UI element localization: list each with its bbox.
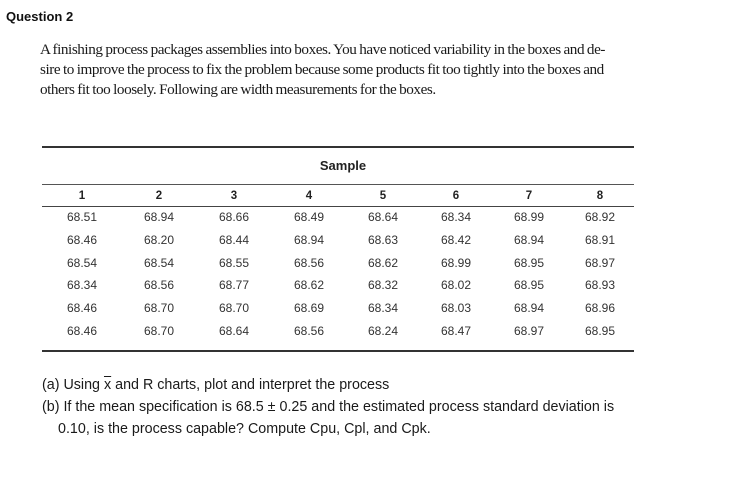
table-cell: 68.94 [513,233,545,248]
table-cell: 68.62 [293,278,325,293]
table-cell: 68.20 [143,233,175,248]
table-bottom-rule [42,350,634,352]
table-cell: 68.62 [367,255,399,270]
table-row [42,319,634,342]
table-cell: 68.77 [218,278,250,293]
problem-statement [40,40,680,100]
table-cell: 68.51 [66,210,98,225]
table-cell: 68.99 [440,255,472,270]
table-cell: 68.97 [584,255,616,270]
table-cell: 68.63 [367,233,399,248]
column-header: 7 [525,190,533,202]
table-cell: 68.47 [440,323,472,338]
table-cell: 68.70 [143,323,175,338]
table-cell: 68.97 [513,323,545,338]
table-cell: 68.94 [513,301,545,316]
sample-header-label: Sample [319,158,367,173]
table-cell: 68.56 [293,255,325,270]
table-row [42,229,634,252]
table-cell: 68.03 [440,301,472,316]
table-row [42,297,634,320]
table-cell: 68.54 [143,255,175,270]
table-cell: 68.96 [584,301,616,316]
table-cell: 68.54 [66,255,98,270]
table-cell: 68.32 [367,278,399,293]
column-header: 8 [596,190,604,202]
column-header: 2 [155,190,163,202]
table-cell: 68.34 [367,301,399,316]
table-cell: 68.56 [293,323,325,338]
table-cell: 68.92 [584,210,616,225]
column-header: 6 [452,190,460,202]
table-cell: 68.94 [293,233,325,248]
question-parts [42,374,722,440]
column-header: 4 [305,190,313,202]
column-header-rule [42,206,634,207]
table-cell: 68.95 [513,255,545,270]
table-cell: 68.46 [66,233,98,248]
column-header: 3 [230,190,238,202]
table-cell: 68.02 [440,278,472,293]
table-row [42,206,634,229]
table-cell: 68.95 [584,323,616,338]
problem-statement-line: A finishing process packages assemblies into boxes. You have noticed variability in the boxes and de- [40,41,605,58]
table-cell: 68.99 [513,210,545,225]
part-a-prefix: (a) Using [42,377,104,393]
table-header-rule [42,184,634,185]
column-header: 1 [78,190,86,202]
problem-statement-line: sire to improve the process to fix the problem because some products fit too tightly into the boxes and [40,61,604,78]
table-cell: 68.91 [584,233,616,248]
part-a [42,374,722,396]
table-top-rule [42,146,634,148]
table-cell: 68.69 [293,301,325,316]
x-bar-symbol: $\overline{x}$ [103,377,112,393]
part-a-suffix: and R charts, plot and interpret the process [111,377,390,393]
table-cell: 68.70 [218,301,250,316]
table-cell: 68.94 [143,210,175,225]
table-cell: 68.56 [143,278,175,293]
table-row [42,251,634,274]
measurements-table [42,186,634,342]
table-row [42,274,634,297]
table-cell: 68.44 [218,233,250,248]
table-cell: 68.55 [218,255,250,270]
table-cell: 68.46 [66,323,98,338]
table-cell: 68.42 [440,233,472,248]
table-cell: 68.70 [143,301,175,316]
table-cell: 68.64 [367,210,399,225]
table-cell: 68.93 [584,278,616,293]
column-header: 5 [379,190,387,202]
table-cell: 68.24 [367,323,399,338]
table-cell: 68.49 [293,210,325,225]
table-group-header [42,158,634,173]
part-b-continuation: 0.10, is the process capable? Compute Cpu, Cpl, and Cpk. [58,421,431,437]
part-b: (b) If the mean specification is 68.5 ± 0.25 and the estimated process standard deviation is [42,399,615,415]
table-cell: 68.46 [66,301,98,316]
table-cell: 68.95 [513,278,545,293]
question-title: Question 2 [6,9,74,24]
column-header-row [42,186,634,206]
table-cell: 68.66 [218,210,250,225]
table-cell: 68.64 [218,323,250,338]
table-cell: 68.34 [440,210,472,225]
problem-statement-line: others fit too loosely. Following are width measurements for the boxes. [40,81,436,98]
table-cell: 68.34 [66,278,98,293]
